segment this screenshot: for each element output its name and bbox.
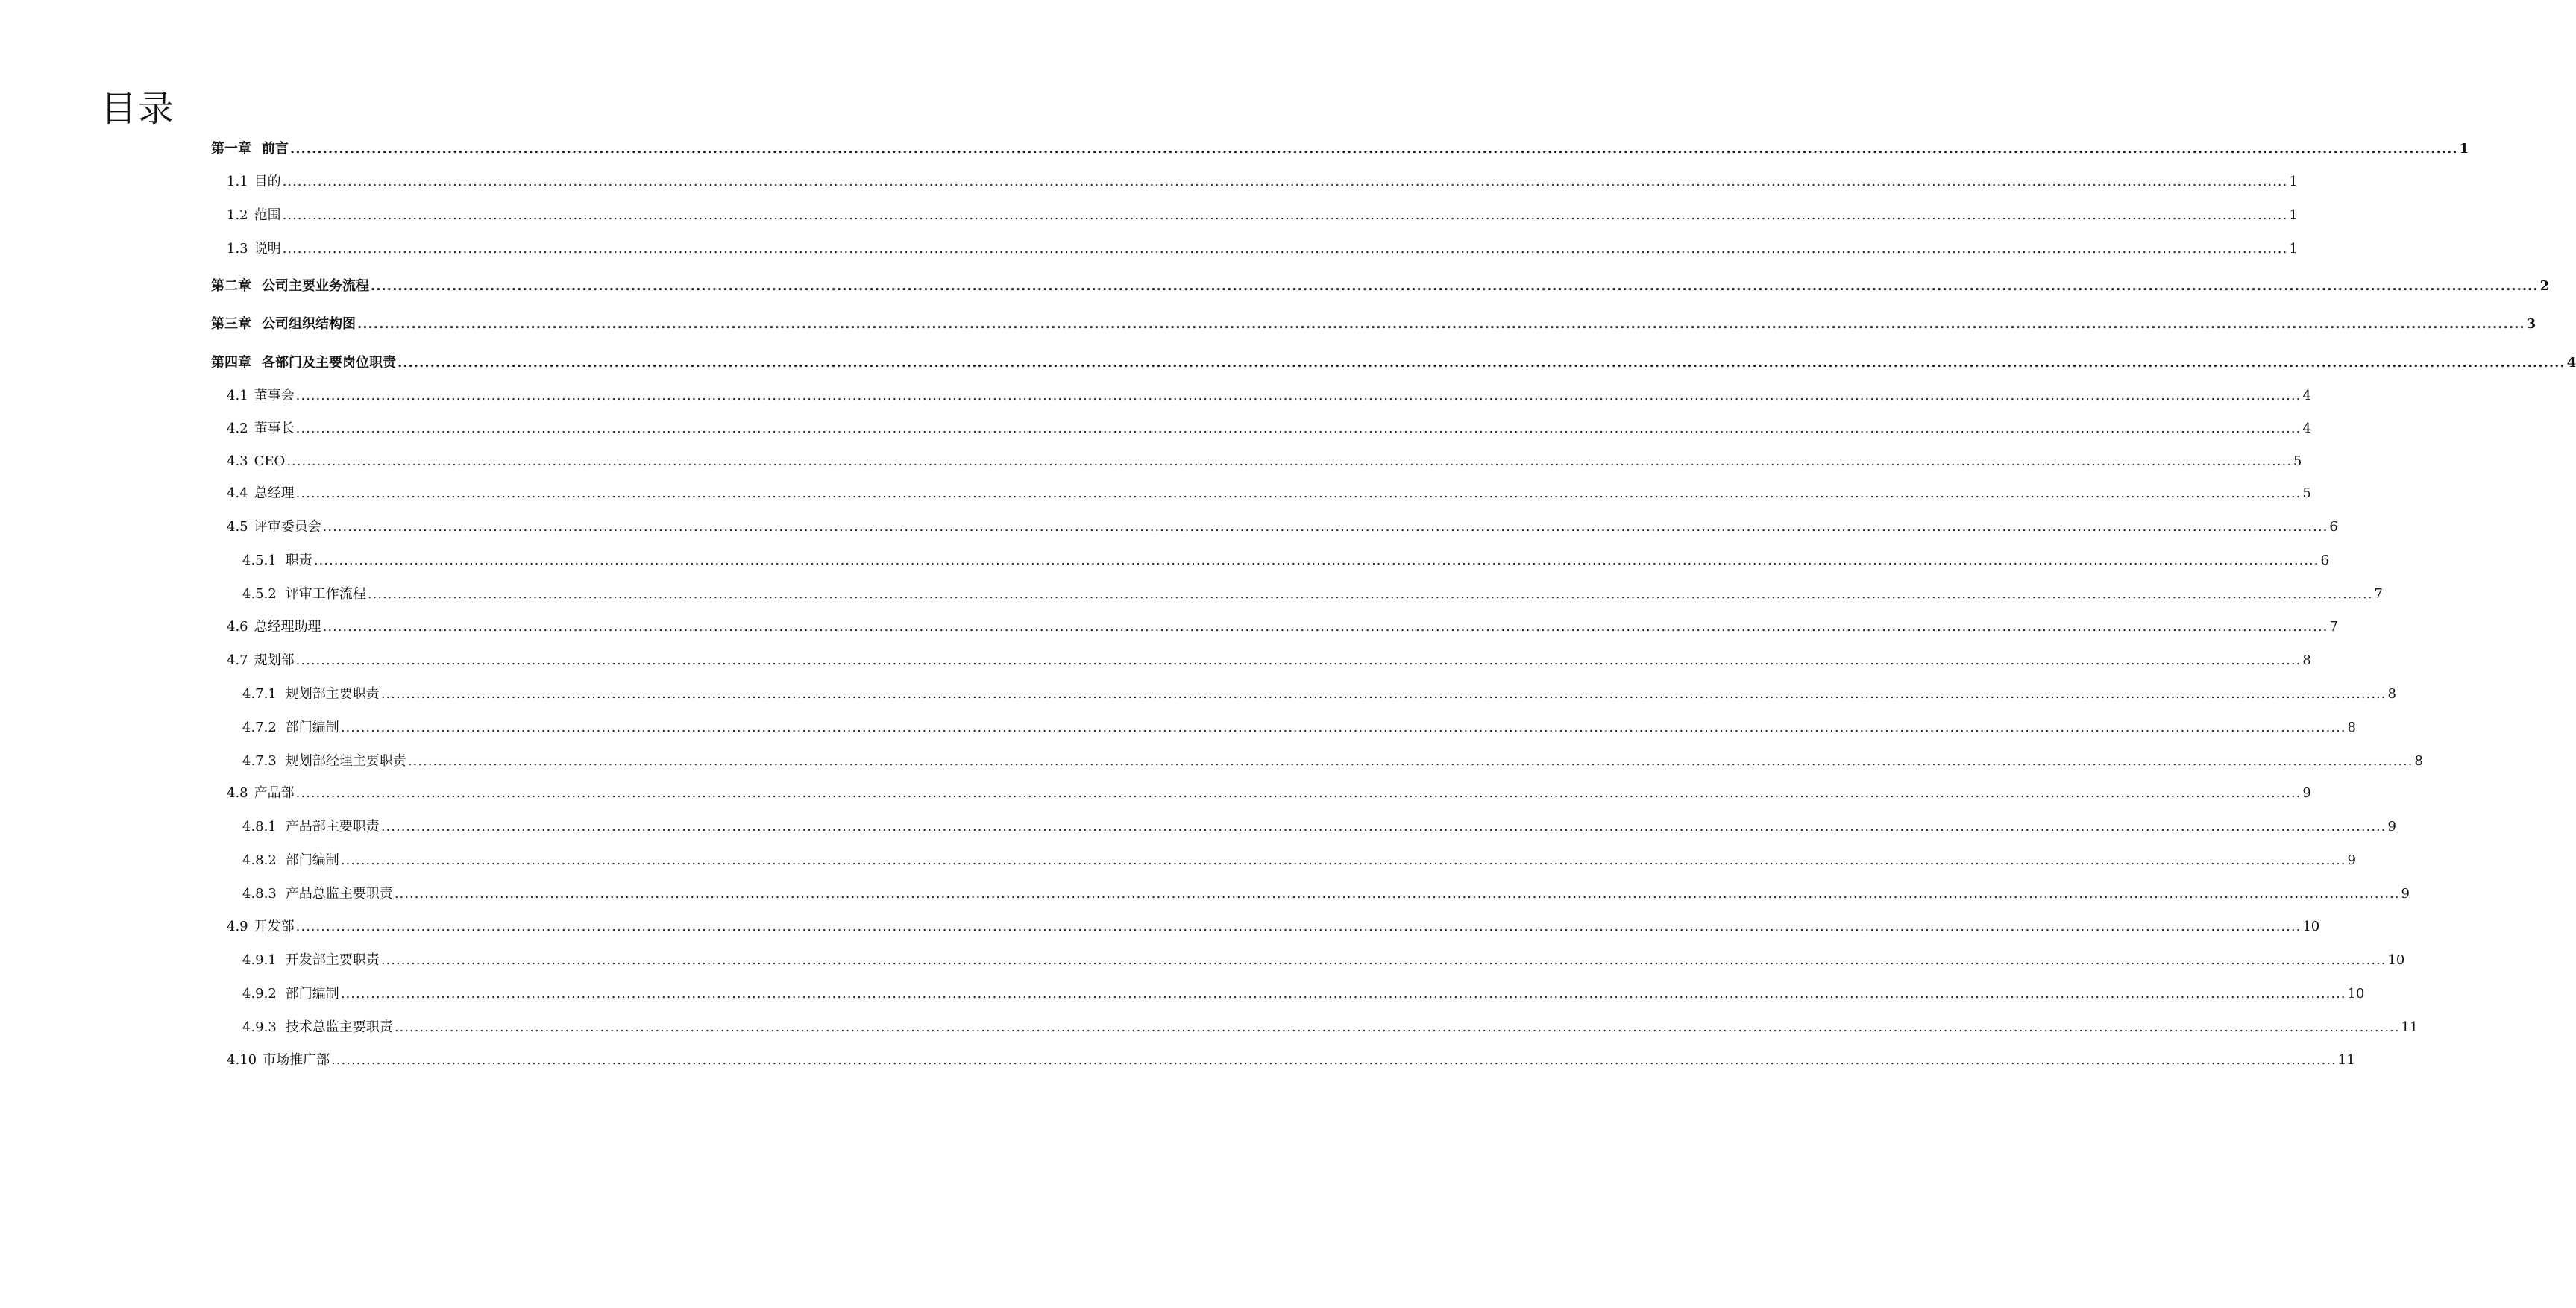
toc-entry-number: 4.8.1 (242, 819, 277, 834)
toc-entry-title: 部门编制 (285, 852, 339, 868)
toc-entry-page-number: 1 (2459, 141, 2469, 157)
toc-entry[interactable] (227, 485, 2311, 502)
toc-entry[interactable] (242, 852, 2356, 869)
toc-entry[interactable] (227, 785, 2311, 802)
toc-entry-number: 4.8.3 (242, 886, 277, 902)
toc-entry[interactable] (242, 986, 2365, 1002)
toc-entry-title: 开发部主要职责 (285, 952, 380, 968)
toc-entry-title: 董事长 (254, 421, 295, 436)
toc-entry-number: 4.5.1 (242, 553, 277, 568)
toc-entry-number: 4.9.3 (242, 1019, 277, 1035)
toc-entry[interactable] (242, 686, 2396, 702)
toc-entry-page-number: 1 (2289, 241, 2298, 257)
toc-entry-title: 产品部 (254, 785, 295, 801)
dot-leader: ................................................................................................................................................................................................................................................................................................................................................................................................................ (331, 1052, 2337, 1068)
toc-entry-page-number: 7 (2329, 619, 2338, 635)
toc-entry-number: 4.4 (227, 485, 248, 501)
toc-entry-title: 规划部主要职责 (285, 686, 380, 702)
toc-entry-title: 说明 (254, 241, 281, 257)
toc-entry-title: 技术总监主要职责 (285, 1019, 393, 1035)
dot-leader: ................................................................................................................................................................................................................................................................................................................................................................................................................ (295, 653, 2302, 668)
toc-entry-page-number: 2 (2539, 278, 2550, 294)
dot-leader: ................................................................................................................................................................................................................................................................................................................................................................................................................ (286, 453, 2292, 469)
toc-entry-page-number: 9 (2387, 819, 2396, 834)
toc-entry[interactable] (227, 207, 2298, 224)
toc-entry-page-number: 9 (2401, 886, 2410, 902)
toc-entry-title: 范围 (254, 207, 281, 223)
toc-entry-number: 4.7.2 (242, 720, 277, 735)
toc-entry-title: 前言 (262, 141, 289, 157)
dot-leader: ................................................................................................................................................................................................................................................................................................................................................................................................................ (394, 1019, 2400, 1035)
toc-entry-number: 4.1 (227, 388, 248, 403)
toc-entry[interactable] (227, 241, 2298, 257)
toc-entry-title: 总经理 (254, 485, 295, 501)
dot-leader: ................................................................................................................................................................................................................................................................................................................................................................................................................ (394, 886, 2400, 902)
toc-entry-title: 目的 (254, 174, 281, 189)
toc-entry-number: 4.10 (227, 1052, 257, 1068)
dot-leader: ................................................................................................................................................................................................................................................................................................................................................................................................................ (340, 986, 2346, 1002)
dot-leader: ................................................................................................................................................................................................................................................................................................................................................................................................................ (295, 421, 2302, 436)
toc-entry[interactable] (227, 919, 2320, 935)
dot-leader: ................................................................................................................................................................................................................................................................................................................................................................................................................ (357, 316, 2525, 332)
dot-leader: ................................................................................................................................................................................................................................................................................................................................................................................................................ (295, 785, 2302, 801)
toc-entry-number: 4.3 (227, 453, 248, 469)
toc-entry-number: 1.2 (227, 207, 248, 223)
toc-entry-number: 1.3 (227, 241, 248, 257)
toc-entry-title: 部门编制 (285, 986, 339, 1002)
toc-entry-number: 第三章 (211, 316, 251, 332)
toc-entry[interactable] (242, 553, 2329, 569)
toc-entry[interactable] (242, 1019, 2419, 1036)
dot-leader: ................................................................................................................................................................................................................................................................................................................................................................................................................ (313, 553, 2319, 568)
toc-entry-title: 规划部经理主要职责 (285, 753, 406, 769)
dot-leader: ................................................................................................................................................................................................................................................................................................................................................................................................................ (398, 355, 2566, 371)
toc-entry-page-number: 10 (2302, 919, 2320, 934)
toc-entry-number: 4.8 (227, 785, 248, 801)
toc-title: 目录 (101, 88, 176, 130)
toc-entry[interactable] (242, 753, 2423, 770)
toc-entry-title: 各部门及主要岗位职责 (262, 355, 396, 371)
toc-entry-number: 4.7.1 (242, 686, 277, 702)
dot-leader: ................................................................................................................................................................................................................................................................................................................................................................................................................ (407, 753, 2413, 769)
toc-entry-title: 总经理助理 (254, 619, 321, 635)
dot-leader: ................................................................................................................................................................................................................................................................................................................................................................................................................ (282, 174, 2288, 189)
toc-entry-page-number: 5 (2293, 453, 2302, 469)
toc-entry[interactable] (227, 174, 2298, 190)
toc-entry-page-number: 4 (2566, 355, 2576, 371)
toc-entry[interactable] (227, 519, 2338, 535)
toc-entry-number: 4.7 (227, 653, 248, 668)
toc-entry-page-number: 7 (2374, 586, 2383, 602)
toc-entry-title: 评审委员会 (254, 519, 321, 535)
toc-entry[interactable] (211, 278, 2550, 295)
toc-entry-page-number: 10 (2347, 986, 2365, 1002)
toc-entry-title: 董事会 (254, 388, 295, 403)
toc-entry-number: 4.6 (227, 619, 248, 635)
toc-entry[interactable] (227, 421, 2311, 437)
toc-entry-page-number: 8 (2347, 720, 2356, 735)
toc-entry-title: 职责 (285, 553, 312, 568)
toc-entry[interactable] (242, 720, 2356, 736)
toc-entry[interactable] (227, 653, 2311, 669)
toc-entry-title: CEO (254, 453, 286, 469)
toc-entry-number: 4.5.2 (242, 586, 277, 602)
toc-entry-number: 第四章 (211, 355, 251, 371)
toc-entry-title: 产品部主要职责 (285, 819, 380, 834)
toc-entry-title: 部门编制 (285, 720, 339, 735)
toc-entry-page-number: 6 (2320, 553, 2329, 568)
toc-entry-page-number: 8 (2387, 686, 2396, 702)
toc-entry[interactable] (242, 586, 2383, 603)
toc-entry-number: 4.9.1 (242, 952, 277, 968)
dot-leader: ................................................................................................................................................................................................................................................................................................................................................................................................................ (340, 852, 2346, 868)
toc-entry[interactable] (211, 316, 2536, 333)
dot-leader: ................................................................................................................................................................................................................................................................................................................................................................................................................ (380, 952, 2387, 968)
toc-entry-title: 评审工作流程 (285, 586, 366, 602)
toc-entry-number: 4.7.3 (242, 753, 277, 769)
toc-entry[interactable] (227, 1052, 2355, 1069)
dot-leader: ................................................................................................................................................................................................................................................................................................................................................................................................................ (322, 619, 2328, 635)
toc-entry-number: 第一章 (211, 141, 251, 157)
dot-leader: ................................................................................................................................................................................................................................................................................................................................................................................................................ (380, 686, 2387, 702)
toc-entry-title: 规划部 (254, 653, 295, 668)
toc-entry-number: 4.9 (227, 919, 248, 934)
toc-entry-number: 4.2 (227, 421, 248, 436)
toc-entry-title: 开发部 (254, 919, 295, 934)
toc-entry-page-number: 8 (2414, 753, 2423, 769)
dot-leader: ................................................................................................................................................................................................................................................................................................................................................................................................................ (282, 241, 2288, 257)
dot-leader: ................................................................................................................................................................................................................................................................................................................................................................................................................ (295, 388, 2302, 403)
toc-entry-page-number: 11 (2337, 1052, 2355, 1068)
toc-entry-page-number: 10 (2387, 952, 2405, 968)
toc-entry-number: 4.8.2 (242, 852, 277, 868)
toc-entry-page-number: 3 (2526, 316, 2536, 332)
toc-entry-page-number: 1 (2289, 174, 2298, 189)
toc-entry-title: 公司主要业务流程 (262, 278, 369, 294)
dot-leader: ................................................................................................................................................................................................................................................................................................................................................................................................................ (290, 141, 2458, 157)
toc-entry-page-number: 4 (2302, 421, 2311, 436)
toc-entry-page-number: 11 (2401, 1019, 2419, 1035)
toc-entry[interactable] (227, 619, 2338, 635)
toc-entry-number: 1.1 (227, 174, 248, 189)
toc-entry-page-number: 8 (2302, 653, 2311, 668)
toc-entry-title: 公司组织结构图 (262, 316, 356, 332)
toc-entry-page-number: 9 (2347, 852, 2356, 868)
toc-entry-page-number: 6 (2329, 519, 2338, 535)
toc-entry-number: 4.9.2 (242, 986, 277, 1002)
dot-leader: ................................................................................................................................................................................................................................................................................................................................................................................................................ (380, 819, 2387, 834)
toc-entry-number: 第二章 (211, 278, 251, 294)
dot-leader: ................................................................................................................................................................................................................................................................................................................................................................................................................ (322, 519, 2328, 535)
toc-entry-page-number: 5 (2302, 485, 2311, 501)
toc-entry[interactable] (227, 388, 2311, 404)
toc-entry-page-number: 9 (2302, 785, 2311, 801)
dot-leader: ................................................................................................................................................................................................................................................................................................................................................................................................................ (295, 485, 2302, 501)
toc-entry[interactable] (227, 453, 2302, 470)
toc-entry[interactable] (211, 355, 2576, 371)
toc-entry-page-number: 1 (2289, 207, 2298, 223)
toc-entry-title: 市场推广部 (263, 1052, 330, 1068)
toc-entry-title: 产品总监主要职责 (285, 886, 393, 902)
dot-leader: ................................................................................................................................................................................................................................................................................................................................................................................................................ (340, 720, 2346, 735)
toc-entry[interactable] (211, 141, 2469, 157)
dot-leader: ................................................................................................................................................................................................................................................................................................................................................................................................................ (367, 586, 2373, 602)
toc-entry[interactable] (242, 819, 2396, 835)
dot-leader: ................................................................................................................................................................................................................................................................................................................................................................................................................ (282, 207, 2288, 223)
toc-entry-number: 4.5 (227, 519, 248, 535)
dot-leader: ................................................................................................................................................................................................................................................................................................................................................................................................................ (371, 278, 2539, 294)
toc-entry[interactable] (242, 952, 2405, 969)
toc-entry[interactable] (242, 886, 2410, 902)
toc-entry-page-number: 4 (2302, 388, 2311, 403)
dot-leader: ................................................................................................................................................................................................................................................................................................................................................................................................................ (295, 919, 2302, 934)
